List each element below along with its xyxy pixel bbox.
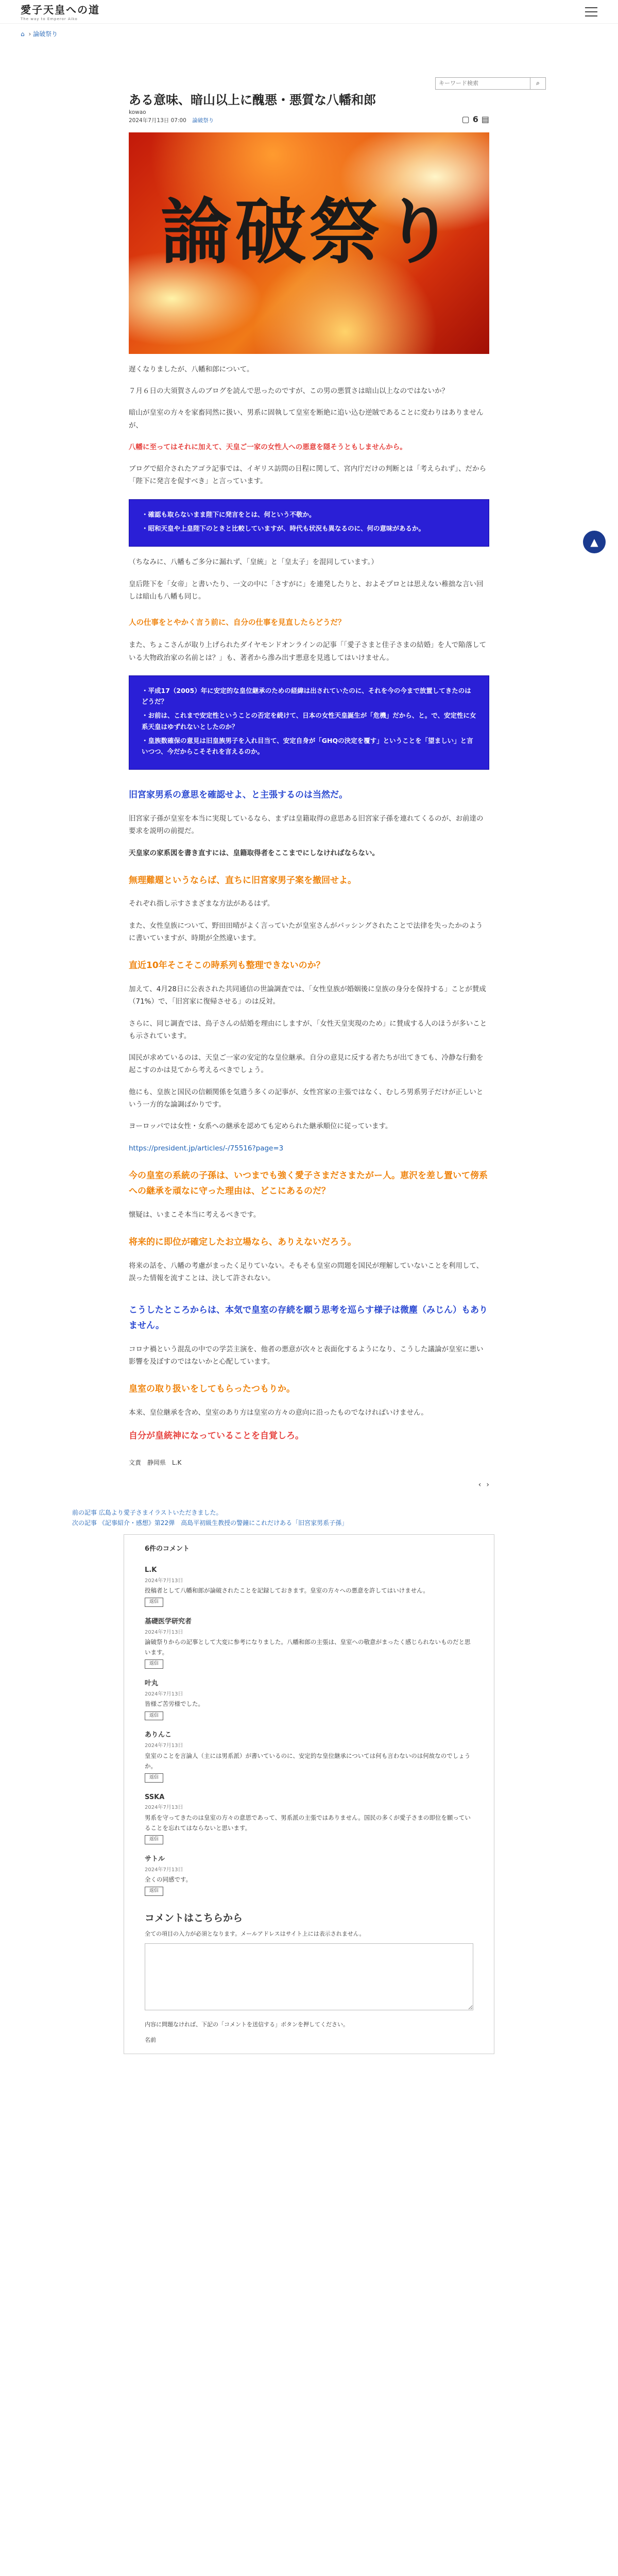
search-button[interactable]: [530, 77, 546, 90]
site-header: [0, 0, 618, 24]
comment-author: ありんこ: [145, 1731, 172, 1739]
breadcrumb: ⌂ › 論破祭り: [21, 30, 58, 38]
submit-note: 内容に問題なければ、下記の「コメントを送信する」ボタンを押してください。: [145, 2021, 349, 2028]
box-item: ・ 皇族数確保の意見は旧皇族男子を入れ目当て、安定自身が「GHQの決定を覆す」ということを「望ましい」と言いつつ、今だからこそそれを言えるのか。: [142, 735, 476, 757]
reply-button[interactable]: 返信: [145, 1835, 163, 1844]
reply-button[interactable]: 返信: [145, 1598, 163, 1607]
comment-author: L.K: [145, 1566, 157, 1574]
share-row: [462, 112, 489, 127]
comment-textarea[interactable]: [145, 1943, 473, 2010]
article-link[interactable]: https://president.jp/articles/-/75516?page=3: [129, 1144, 284, 1153]
orange-heading: 将来的に即位が確定したお立場なら、ありえないだろう。: [129, 1237, 356, 1248]
post-nav: [129, 1479, 489, 1492]
paragraph: （ちなみに、八幡もご多分に漏れず、「皇統」と「皇太子」を混同しています。）: [129, 558, 378, 567]
comment: [145, 1854, 473, 1896]
post-category[interactable]: 論破祭り: [192, 117, 214, 124]
logo-text[interactable]: 愛子天皇への道: [21, 4, 100, 16]
hero-image: [129, 132, 489, 354]
orange-heading: 皇室の取り扱いをしてもらったつもりか。: [129, 1384, 295, 1395]
paragraph: 国民が求めているのは、天皇ご一家の安定的な皇位継承。自分の意見に反する者たちが出てきても、冷静な行動を起こすのかは見てから考えるべきでしょう。: [129, 1054, 484, 1075]
paragraph: それぞれ指し示すさまざまな方法があるはず。: [129, 900, 274, 908]
bookmark-icon[interactable]: ▢: [461, 114, 470, 124]
paragraph: 将来の話を、八幡の考慮がまったく足りていない。そもそも皇室の問題を国民が理解していないことを利用して、誤った情報を流すことは、決して許されない。: [129, 1261, 484, 1283]
paragraph: 旧宮家子孫が皇室を本当に実現しているなら、まずは皇籍取得の意思ある旧宮家子孫を連れてくるのが、お前達の要求を説明の前提だ。: [129, 814, 484, 836]
comment-date: 2024年7月13日: [145, 1805, 183, 1811]
comment-date: 2024年7月13日: [145, 1578, 183, 1584]
chevron-right-icon[interactable]: ›: [486, 1481, 489, 1489]
paragraph: 暗山が皇室の方々を家畜同然に扱い、男系に固執して皇室を断絶に追い込む逆賊であることに変わりはありませんが、: [129, 409, 484, 430]
red-callout: 八幡に至ってはそれに加えて、天皇ご一家の女性人への悪意を隠そうともしませんから。: [129, 443, 407, 451]
comment: [145, 1730, 473, 1782]
paragraph: 皇后陛下を「女帝」と書いたり、一文の中に「さすがに」を連発したりと、およそプロとは思えない稚拙な言い回しは暗山も八幡も同じ。: [129, 580, 484, 601]
quote-box: [129, 499, 489, 547]
next-post-link[interactable]: 次の記事 《記事紹介・感想》第22弾 高島平初級生教授の警鐘にこれだけある「旧宮家男系子孫」: [72, 1519, 348, 1527]
logo-subtitle: The way to Emperor Aiko: [21, 17, 78, 22]
comment-text: 男系を守ってきたのは皇室の方々の意思であって、男系派の主張ではありません。国民の多くが愛子さまの即位を願っていることを忘れてはならないと思います。: [145, 1814, 471, 1832]
paragraph: さらに、同じ調査では、鳥子さんの結婚を理由にしますが、「女性天皇実現のため」に賛成する人のほうが多いことも示されています。: [129, 1019, 487, 1040]
comment-author: 基礎医学研究者: [145, 1617, 192, 1625]
menu-icon[interactable]: [585, 7, 597, 16]
comment-date: 2024年7月13日: [145, 1691, 183, 1697]
comment-text: 皇室のことを言論人（主には男系派）が書いているのに、安定的な皇位継承については何も言わないのは何故なのでしょうか。: [145, 1752, 471, 1770]
paragraph: ヨーロッパでは女性・女系への継承を認めても定められた継承順位に従っています。: [129, 1122, 392, 1131]
share-icon[interactable]: ▤: [481, 114, 489, 124]
comment: [145, 1792, 473, 1844]
paragraph: コロナ禍という混乱の中での学芸主演を、他者の悪意が次々と表面化するようになり、こうした議論が皇室に悪い影響を及ぼすのではないかと心配しています。: [129, 1345, 484, 1366]
post-title: ある意味、暗山以上に醜悪・悪質な八幡和郎: [129, 92, 376, 107]
comment-text: 論破祭りからの記事として大変に参考になりました。八幡和郎の主張は、皇室への敬意がまったく感じられないものだと思います。: [145, 1638, 471, 1656]
box-item: ・ 平成17（2005）年に安定的な皇位継承のための経緯は出されていたのに、それを今の今まで放置してきたのはどうだ？: [142, 685, 476, 707]
adjacent-posts: [72, 1507, 546, 1529]
comment-date: 2024年7月13日: [145, 1867, 183, 1873]
share-count: 6: [472, 114, 478, 124]
comment: [145, 1678, 473, 1720]
box-item: ・ 昭和天皇や上皇陛下のときと比較していますが、時代も状況も異なるのに、何の意味があるか。: [142, 523, 476, 534]
post-signature: 文責 静岡県 L.K: [129, 1459, 182, 1466]
hero-title: 論破祭り: [160, 189, 457, 274]
comments-section: [124, 1534, 494, 2054]
site-logo[interactable]: [21, 1, 100, 23]
quote-box: [129, 675, 489, 770]
orange-heading: 直近10年そこそこの時系列も整理できないのか？: [129, 960, 325, 971]
red-callout: 自分が皇統神になっていることを自覚しろ。: [129, 1431, 304, 1442]
comment-form-heading: コメントはこちらから: [145, 1912, 243, 1924]
reply-button[interactable]: 返信: [145, 1711, 163, 1721]
search-area: [72, 45, 546, 90]
search-icon: ⌕: [536, 79, 540, 87]
comment: [145, 1565, 473, 1607]
box-item: ・ お前は、これまで安定性ということの否定を続けて、日本の女性天皇誕生が「危機」だから、と。で、安定性に女系天皇はゆずれないとしたのか？: [142, 710, 476, 732]
arrow-up-icon[interactable]: ▲: [583, 531, 606, 553]
comment-text: 全くの同感です。: [145, 1876, 192, 1884]
comment-form-note: 全ての項目の入力が必須となります。メールアドレスはサイト上には表示されません。: [145, 1930, 365, 1938]
chevron-left-icon[interactable]: ‹: [478, 1481, 482, 1489]
reply-button[interactable]: 返信: [145, 1887, 163, 1896]
paragraph: 懐疑は、いまこそ本当に考えるべきです。: [129, 1211, 261, 1219]
paragraph: また、ちょこさんが取り上げられたダイヤモンドオンラインの記事「「愛子さまと佳子さまの結婚」を人で陥落している大物政治家の名前とは？」も、著者から滲み出す悪意を見逃してはいけません。: [129, 641, 487, 662]
paragraph: ブログで紹介されたアゴラ記事では、イギリス訪問の日程に関して、宮内庁だけの判断とは「考えられず」、だから「陛下に発言を促すべき」と言っています。: [129, 465, 487, 486]
paragraph: 遅くなりましたが、八幡和郎について。: [129, 365, 254, 374]
orange-heading: 今の皇室の系統の子孫は、いつまでも強く愛子さまださまたがー人。恵沢を差し置いて傍系への継承を頑なに守った理由は、どこにあるのだ？: [129, 1170, 488, 1197]
breadcrumb-category[interactable]: 論破祭り: [33, 30, 58, 38]
article: [129, 92, 489, 1469]
reply-button[interactable]: 返信: [145, 1659, 163, 1669]
paragraph: 天皇家の家系図を書き直すには、皇籍取得者をここまでにしなければならない。: [129, 849, 379, 857]
comment-date: 2024年7月13日: [145, 1743, 183, 1749]
paragraph: 他にも、皇族と国民の信頼関係を気遣う多くの記事が、女性宮家の主張ではなく、むしろ男系男子だけが正しいという一方的な論調ばかりです。: [129, 1088, 484, 1109]
comment: [145, 1616, 473, 1669]
comment-author: 叶丸: [145, 1680, 159, 1688]
paragraph: ７月６日の大須賀さんのブログを読んで思ったのですが、この男の悪質さは暗山以上なのではないか？: [129, 386, 449, 395]
comment-date: 2024年7月13日: [145, 1629, 183, 1635]
name-label: 名前: [145, 2036, 156, 2043]
comment-author: サトル: [145, 1855, 165, 1863]
orange-heading: 人の仕事をとやかく言う前に、自分の仕事を見直したらどうだ？: [129, 619, 346, 628]
home-icon[interactable]: ⌂: [21, 30, 25, 38]
paragraph: 加えて、4月28日に公表された共同通信の世論調査では、「女性皇族が婚姻後に皇族の身分を保持する」ことが賛成（71%）で、「旧宮家に復帰させる」のは反対。: [129, 985, 486, 1006]
post-author: kowao: [129, 109, 146, 116]
comment-text: 投稿者として八幡和郎が論破されたことを記録しておきます。皇室の方々への悪意を許してはいけません。: [145, 1587, 429, 1595]
box-item: ・ 確認も取らないまま陛下に発言をとは、何という不敬か。: [142, 509, 476, 520]
paragraph: 本来、皇位継承を含め、皇室のあり方は皇室の方々の意向に沿ったものでなければいけません。: [129, 1408, 428, 1417]
comment-text: 皆様ご苦労様でした。: [145, 1700, 204, 1708]
orange-heading: 無理難題というならば、直ちに旧宮家男子案を撤回せよ。: [129, 875, 356, 886]
blue-heading: 旧宮家男系の意思を確認せよ、と主張するのは当然だ。: [129, 790, 348, 801]
post-date: 2024年7月13日 07:00: [129, 117, 186, 124]
reply-button[interactable]: 返信: [145, 1773, 163, 1783]
comments-count: 6件のコメント: [145, 1545, 190, 1553]
paragraph: また、女性皇族について、野田田晴がよく言っていたが皇室さんがパッシングされたことで法律を失ったかのように書いていますが、時期が全然違います。: [129, 921, 483, 943]
post-meta: [129, 109, 489, 125]
comment-author: SSKA: [145, 1793, 165, 1801]
blue-heading: こうしたところからは、本気で皇室の存続を願う思考を巡らす様子は微塵（みじん）もありません。: [129, 1304, 488, 1331]
prev-post-link[interactable]: 前の記事 広島より愛子さまイラストいただきました。: [72, 1509, 222, 1516]
search-input[interactable]: [435, 77, 530, 90]
